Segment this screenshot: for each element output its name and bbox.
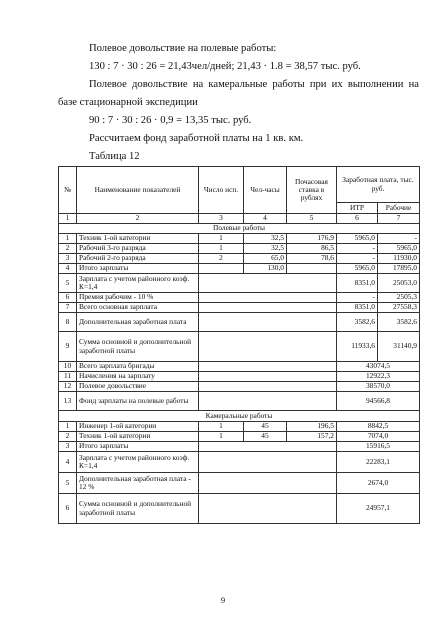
row-count: 1: [199, 422, 244, 432]
paragraph-office-allowance: Полевое довольствие на камеральные работы при их выполнении на: [89, 79, 419, 90]
table-caption: Таблица 12: [89, 151, 140, 162]
formula-office-allowance: 90 : 7 · 30 : 26 · 0,9 = 13,35 тыс. руб.: [89, 115, 252, 126]
empty-cell: [287, 264, 337, 274]
row-itr: 11933,6: [337, 332, 378, 362]
table-row: [59, 442, 420, 452]
table-row: [59, 473, 420, 494]
row-number: 4: [59, 452, 77, 473]
row-name: Техник 1-ой категории: [77, 432, 199, 442]
row-number: 7: [59, 303, 77, 313]
empty-cell: [199, 494, 337, 524]
row-total: 94566,8: [337, 392, 420, 411]
row-workers: 17895,0: [378, 264, 420, 274]
table-row: [59, 274, 420, 293]
table-row: [59, 494, 420, 524]
row-itr: 8351,0: [337, 274, 378, 293]
row-workers: 25053,0: [378, 274, 420, 293]
row-number: 6: [59, 293, 77, 303]
row-rate: 196,5: [287, 422, 337, 432]
row-rate: 78,6: [287, 254, 337, 264]
table-row: [59, 244, 420, 254]
column-number: 2: [77, 214, 199, 224]
table-header-row: [59, 167, 420, 203]
row-name: Всего основная зарплата: [77, 303, 199, 313]
row-workers: -: [378, 234, 420, 244]
table-row: [59, 254, 420, 264]
header-rate: Почасовая ставка в рублях: [287, 167, 337, 214]
column-number: 4: [244, 214, 287, 224]
row-name: Техник 1-ой категории: [77, 234, 199, 244]
empty-cell: [199, 392, 337, 411]
row-hours: 130,0: [244, 264, 287, 274]
row-total: 7074,0: [337, 432, 420, 442]
table-row: [59, 372, 420, 382]
empty-cell: [199, 274, 337, 293]
row-itr: 5965,0: [337, 264, 378, 274]
row-number: 5: [59, 274, 77, 293]
column-number-row: [59, 214, 420, 224]
row-number: 13: [59, 392, 77, 411]
empty-cell: [199, 473, 337, 494]
row-count: 1: [199, 234, 244, 244]
row-number: 1: [59, 422, 77, 432]
row-count: 1: [199, 244, 244, 254]
row-hours: 45: [244, 432, 287, 442]
empty-cell: [199, 332, 337, 362]
empty-cell: [199, 372, 337, 382]
row-total: 24957,1: [337, 494, 420, 524]
row-name: Итого зарплаты: [77, 442, 199, 452]
row-name: Сумма основной и дополнительной заработной платы: [77, 494, 199, 524]
row-name: Всего зарплата бригады: [77, 362, 199, 372]
header-workers: Рабочие: [378, 203, 420, 214]
row-hours: 45: [244, 422, 287, 432]
header-manhours: Чел-часы: [244, 167, 287, 214]
section-office-works: Камеральные работы: [59, 411, 420, 422]
row-name: Фонд зарплаты на полевые работы: [77, 392, 199, 411]
empty-cell: [199, 293, 337, 303]
row-workers: 31140,9: [378, 332, 420, 362]
section-row: [59, 224, 420, 234]
row-name: Дополнительная заработная плата: [77, 313, 199, 332]
section-row: [59, 411, 420, 422]
column-number: 6: [337, 214, 378, 224]
table-row: [59, 332, 420, 362]
row-total: 22283,1: [337, 452, 420, 473]
row-name: Премия рабочим - 10 %: [77, 293, 199, 303]
row-itr: 5965,0: [337, 234, 378, 244]
row-total: 8842,5: [337, 422, 420, 432]
table-row: [59, 382, 420, 392]
wage-fund-table: [58, 166, 420, 524]
row-number: 2: [59, 432, 77, 442]
row-hours: 65,0: [244, 254, 287, 264]
row-number: 12: [59, 382, 77, 392]
column-number: 7: [378, 214, 420, 224]
table-row: [59, 362, 420, 372]
column-number: 3: [199, 214, 244, 224]
table-row: [59, 392, 420, 411]
empty-cell: [199, 382, 337, 392]
formula-field-allowance: 130 : 7 · 30 : 26 = 21,43чел/дней; 21,43 · 1.8 = 38,57 тыс. руб.: [89, 61, 361, 72]
column-number: 1: [59, 214, 77, 224]
row-rate: 157,2: [287, 432, 337, 442]
row-itr: 8351,0: [337, 303, 378, 313]
row-count: 2: [199, 254, 244, 264]
row-number: 10: [59, 362, 77, 372]
row-name: Рабочий 2-го разряда: [77, 254, 199, 264]
row-hours: 32,5: [244, 234, 287, 244]
header-salary: Заработная плата, тыс. руб.: [337, 167, 420, 203]
row-rate: 86,5: [287, 244, 337, 254]
empty-cell: [199, 313, 337, 332]
row-name: Начисления на зарплату: [77, 372, 199, 382]
section-field-works: Полевые работы: [59, 224, 420, 234]
column-number: 5: [287, 214, 337, 224]
row-number: 3: [59, 442, 77, 452]
header-count: Число исп.: [199, 167, 244, 214]
row-rate: 176,9: [287, 234, 337, 244]
row-total: 2674,0: [337, 473, 420, 494]
table-row: [59, 234, 420, 244]
row-number: 8: [59, 313, 77, 332]
table-row: [59, 313, 420, 332]
row-number: 3: [59, 254, 77, 264]
page-number: 9: [220, 595, 226, 605]
row-workers: 5965,0: [378, 244, 420, 254]
row-number: 11: [59, 372, 77, 382]
header-num: №: [59, 167, 77, 214]
row-hours: 32,5: [244, 244, 287, 254]
empty-cell: [199, 452, 337, 473]
row-name: Сумма основной и дополнительной заработной платы: [77, 332, 199, 362]
row-total: 12922,3: [337, 372, 420, 382]
row-workers: 11930,0: [378, 254, 420, 264]
row-workers: 27558,3: [378, 303, 420, 313]
table-row: [59, 432, 420, 442]
row-workers: 2505,3: [378, 293, 420, 303]
row-number: 6: [59, 494, 77, 524]
row-total: 43074,5: [337, 362, 420, 372]
row-name: Инженер 1-ой категории: [77, 422, 199, 432]
row-name: Дополнительная заработная плата - 12 %: [77, 473, 199, 494]
row-itr: -: [337, 293, 378, 303]
row-number: 9: [59, 332, 77, 362]
table-row: [59, 293, 420, 303]
row-itr: -: [337, 244, 378, 254]
row-name: Зарплата с учетом районного коэф. К=1,4: [77, 452, 199, 473]
paragraph-field-allowance: Полевое довольствие на полевые работы:: [89, 43, 277, 54]
empty-cell: [199, 264, 244, 274]
paragraph-office-allowance-cont: базе стационарной экспедиции: [58, 97, 198, 108]
empty-cell: [199, 303, 337, 313]
paragraph-wage-fund: Рассчитаем фонд заработной платы на 1 кв. км.: [89, 133, 304, 144]
empty-cell: [199, 362, 337, 372]
row-workers: 3582,6: [378, 313, 420, 332]
row-name: Рабочий 3-го разряда: [77, 244, 199, 254]
row-name: Полевое довольствие: [77, 382, 199, 392]
row-number: 5: [59, 473, 77, 494]
row-count: 1: [199, 432, 244, 442]
table-row: [59, 303, 420, 313]
row-itr: 3582,6: [337, 313, 378, 332]
row-number: 1: [59, 234, 77, 244]
row-itr: -: [337, 254, 378, 264]
table-row: [59, 422, 420, 432]
header-name: Наименование показателей: [77, 167, 199, 214]
table-row: [59, 452, 420, 473]
empty-cell: [199, 442, 337, 452]
row-total: 15916,5: [337, 442, 420, 452]
row-total: 38570,0: [337, 382, 420, 392]
table-row: [59, 264, 420, 274]
row-name: Итого зарплаты: [77, 264, 199, 274]
row-number: 4: [59, 264, 77, 274]
row-number: 2: [59, 244, 77, 254]
header-itr: ИТР: [337, 203, 378, 214]
row-name: Зарплата с учетом районного коэф. К=1,4: [77, 274, 199, 293]
